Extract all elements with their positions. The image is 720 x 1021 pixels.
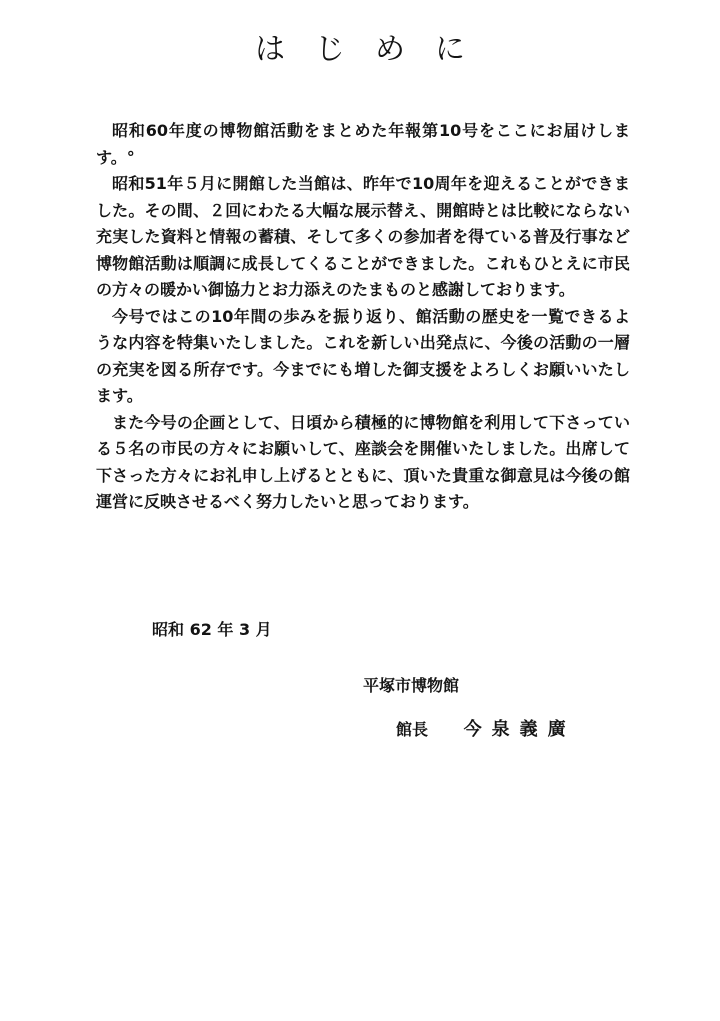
signature-block (396, 718, 576, 742)
paragraph-3: 今号ではこの10年間の歩みを振り返り、館活動の歴史を一覧できるような内容を特集いたしました。これを新しい出発点に、今後の活動の一層の充実を図る所存です。今までにも増した御支援をよろしくお願いいたします。 (96, 306, 630, 405)
document-title: はじめに (255, 32, 495, 67)
document-body (96, 118, 630, 516)
paragraph-2: 昭和51年５月に開館した当館は、昨年で10周年を迎えることができました。その間、２回にわたる大幅な展示替え、開館時とは比較にならない充実した資料と情報の蓄積、そして多くの参加者を得ている普及行事など博物館活動は順調に成長してくることができました。これもひとえに市民の方々の暖かい御協力とお力添えのたまものと感謝しております。 (96, 174, 630, 299)
paragraph-1: 昭和60年度の博物館活動をまとめた年報第10号をここにお届けします。° (96, 121, 630, 167)
signer-name: 今泉義廣 (463, 719, 576, 740)
signer-role: 館長 (396, 720, 429, 739)
paragraph-4: また今号の企画として、日頃から積極的に博物館を利用して下さっている５名の市民の方々にお願いして、座談会を開催いたしました。出席して下さった方々にお礼申し上げるとともに、頂いた貴重な御意見は今後の館運営に反映させるべく努力したいと思っております。 (96, 412, 630, 511)
document-date: 昭和 62 年 3 月 (152, 620, 272, 639)
organization-name: 平塚市博物館 (363, 676, 460, 695)
